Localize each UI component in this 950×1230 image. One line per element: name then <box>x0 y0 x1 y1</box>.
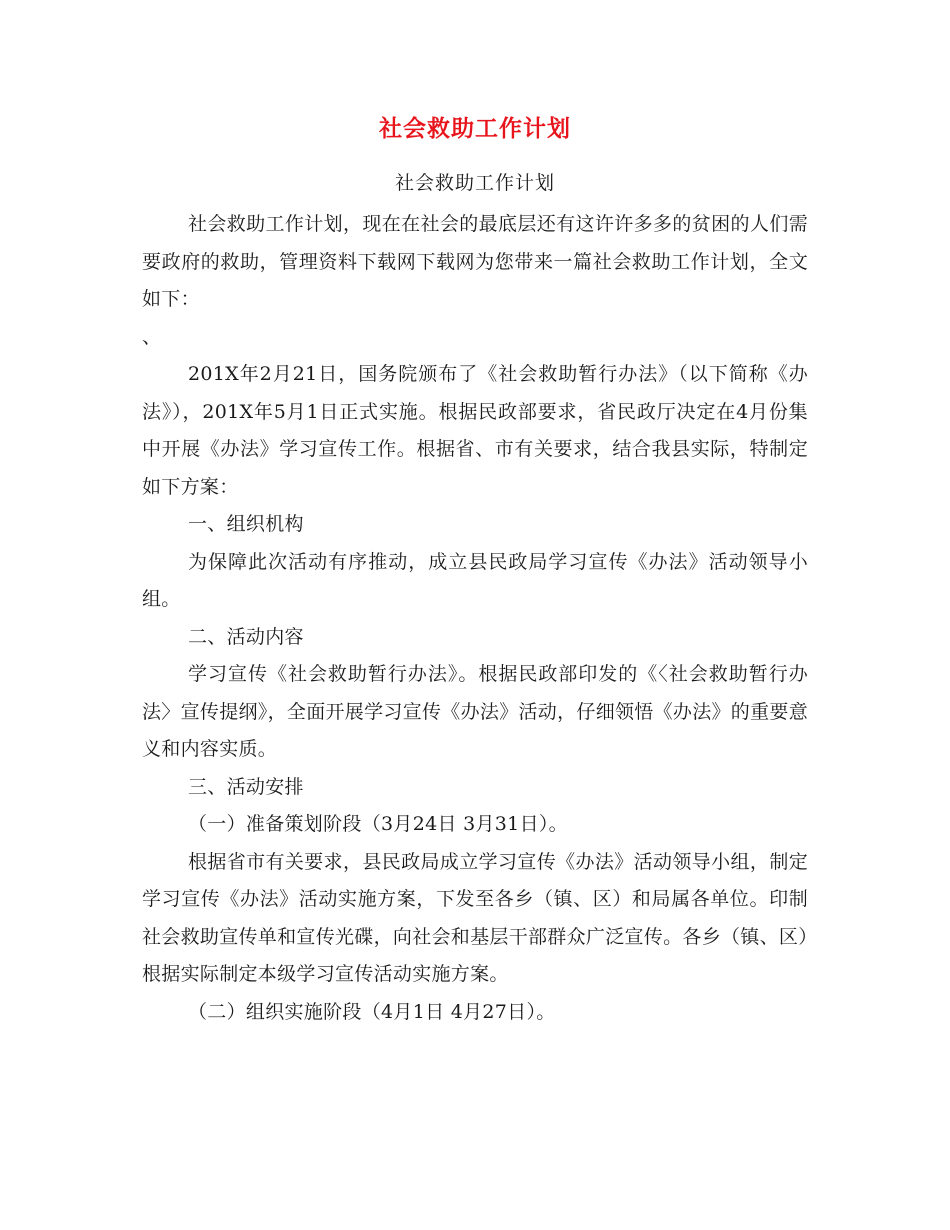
paragraph-background: 201X年2月21日，国务院颁布了《社会救助暂行办法》（以下简称《办法》），201X年5月1日正式实施。根据民政部要求，省民政厅决定在4月份集中开展《办法》学习宣传工作。根据省、市有关要求，结合我县实际，特制定如下方案： <box>142 363 808 498</box>
document-subtitle: 社会救助工作计划 <box>394 172 555 194</box>
paragraph-content: 学习宣传《社会救助暂行办法》。根据民政部印发的《〈社会救助暂行办法〉宣传提纲》，全面开展学习宣传《办法》活动，仔细领悟《办法》的重要意义和内容实质。 <box>142 663 809 760</box>
subsection-heading-preparation: （一）准备策划阶段（3月24日 3月31日）。 <box>188 813 568 835</box>
section-heading-content: 二、活动内容 <box>188 625 304 648</box>
subsection-heading-implementation: （二）组织实施阶段（4月1日 4月27日）。 <box>188 1000 556 1023</box>
section-heading-organization: 一、组织机构 <box>188 513 304 535</box>
paragraph-intro: 社会救助工作计划，现在在社会的最底层还有这许许多多的贫困的人们需要政府的救助，管理资料下载网下载网为您带来一篇社会救助工作计划，全文如下： <box>142 213 808 310</box>
paragraph-organization: 为保障此次活动有序推动，成立县民政局学习宣传《办法》活动领导小组。 <box>142 550 808 610</box>
document-body <box>142 206 808 1031</box>
document-title: 社会救助工作计划 <box>379 115 571 142</box>
paragraph-mark: 、 <box>142 325 162 348</box>
section-heading-schedule: 三、活动安排 <box>188 775 304 798</box>
paragraph-preparation: 根据省市有关要求，县民政局成立学习宣传《办法》活动领导小组，制定学习宣传《办法》活动实施方案，下发至各乡（镇、区）和局属各单位。印制社会救助宣传单和宣传光碟，向社会和基层干部群众广泛宣传。各乡（镇、区）根据实际制定本级学习宣传活动实施方案。 <box>142 850 809 985</box>
